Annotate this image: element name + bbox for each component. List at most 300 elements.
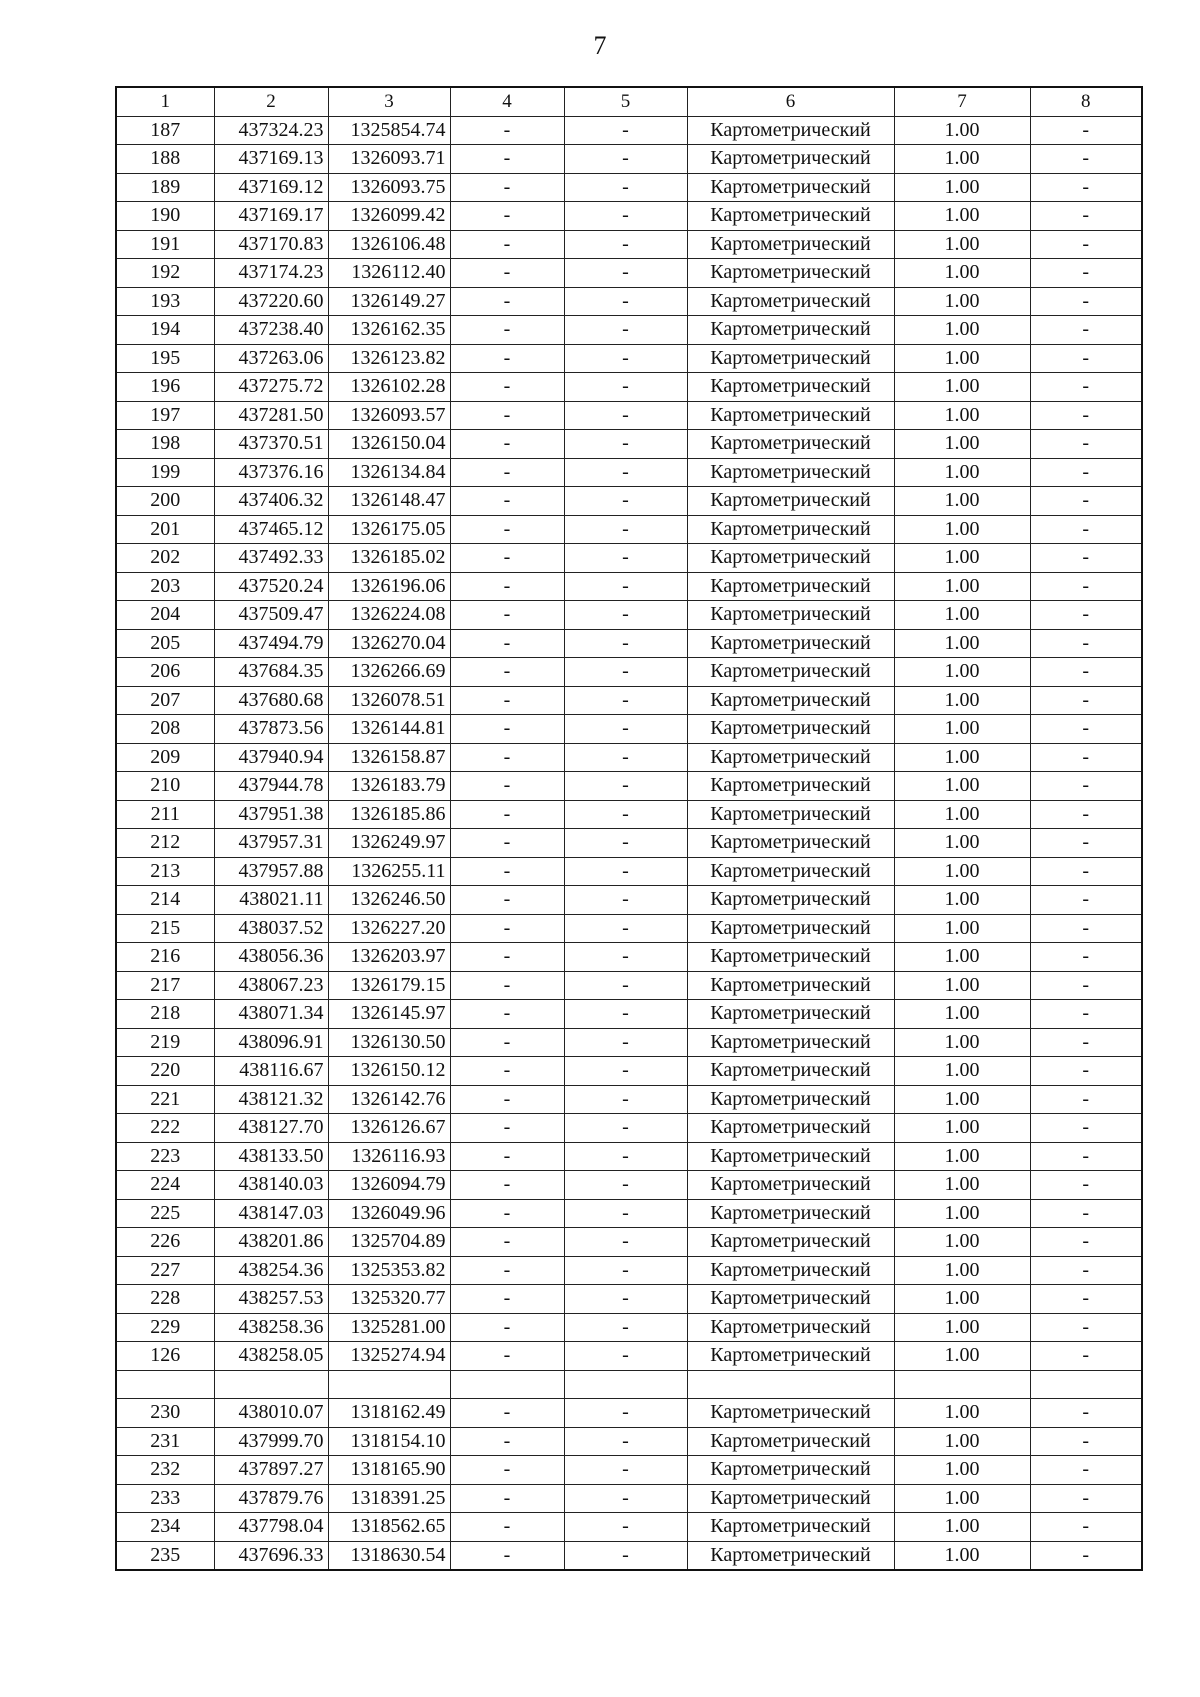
y-coordinate-cell: 1318562.65 bbox=[328, 1513, 450, 1542]
method-cell: Картометрический bbox=[687, 743, 894, 772]
col5-cell: - bbox=[564, 230, 687, 259]
col8-cell: - bbox=[1030, 1057, 1142, 1086]
point-number-cell: 235 bbox=[116, 1541, 214, 1570]
accuracy-cell: 1.00 bbox=[894, 829, 1030, 858]
col8-cell: - bbox=[1030, 202, 1142, 231]
col8-cell: - bbox=[1030, 116, 1142, 145]
col4-cell: - bbox=[450, 1085, 564, 1114]
col5-cell: - bbox=[564, 458, 687, 487]
col4-cell: - bbox=[450, 886, 564, 915]
col5-cell: - bbox=[564, 629, 687, 658]
y-coordinate-cell: 1325854.74 bbox=[328, 116, 450, 145]
table-row bbox=[116, 829, 1142, 858]
col5-cell: - bbox=[564, 943, 687, 972]
y-coordinate-cell: 1326094.79 bbox=[328, 1171, 450, 1200]
method-cell: Картометрический bbox=[687, 629, 894, 658]
column-header-4: 4 bbox=[450, 87, 564, 116]
x-coordinate-cell: 437238.40 bbox=[214, 316, 328, 345]
x-coordinate-cell: 438071.34 bbox=[214, 1000, 328, 1029]
col5-cell: - bbox=[564, 1256, 687, 1285]
method-cell: Картометрический bbox=[687, 1114, 894, 1143]
method-cell: Картометрический bbox=[687, 316, 894, 345]
col5-cell bbox=[564, 1370, 687, 1399]
table-row bbox=[116, 202, 1142, 231]
y-coordinate-cell: 1326224.08 bbox=[328, 601, 450, 630]
col5-cell: - bbox=[564, 202, 687, 231]
method-cell: Картометрический bbox=[687, 1285, 894, 1314]
y-coordinate-cell: 1318165.90 bbox=[328, 1456, 450, 1485]
table-row bbox=[116, 1399, 1142, 1428]
accuracy-cell: 1.00 bbox=[894, 287, 1030, 316]
col8-cell: - bbox=[1030, 401, 1142, 430]
col5-cell: - bbox=[564, 1342, 687, 1371]
col8-cell bbox=[1030, 1370, 1142, 1399]
col5-cell: - bbox=[564, 971, 687, 1000]
method-cell: Картометрический bbox=[687, 857, 894, 886]
point-number-cell: 233 bbox=[116, 1484, 214, 1513]
x-coordinate-cell bbox=[214, 1370, 328, 1399]
x-coordinate-cell: 438010.07 bbox=[214, 1399, 328, 1428]
accuracy-cell: 1.00 bbox=[894, 202, 1030, 231]
method-cell: Картометрический bbox=[687, 829, 894, 858]
point-number-cell: 223 bbox=[116, 1142, 214, 1171]
point-number-cell: 213 bbox=[116, 857, 214, 886]
col8-cell: - bbox=[1030, 1456, 1142, 1485]
column-header-5: 5 bbox=[564, 87, 687, 116]
col5-cell: - bbox=[564, 1114, 687, 1143]
col5-cell: - bbox=[564, 145, 687, 174]
method-cell: Картометрический bbox=[687, 1456, 894, 1485]
column-header-1: 1 bbox=[116, 87, 214, 116]
col4-cell: - bbox=[450, 316, 564, 345]
table-row bbox=[116, 1427, 1142, 1456]
x-coordinate-cell: 438140.03 bbox=[214, 1171, 328, 1200]
col8-cell: - bbox=[1030, 259, 1142, 288]
x-coordinate-cell: 437275.72 bbox=[214, 373, 328, 402]
col4-cell: - bbox=[450, 1228, 564, 1257]
y-coordinate-cell: 1326093.75 bbox=[328, 173, 450, 202]
col4-cell: - bbox=[450, 629, 564, 658]
method-cell: Картометрический bbox=[687, 1000, 894, 1029]
point-number-cell: 217 bbox=[116, 971, 214, 1000]
point-number-cell: 216 bbox=[116, 943, 214, 972]
col8-cell: - bbox=[1030, 1342, 1142, 1371]
col4-cell: - bbox=[450, 1285, 564, 1314]
column-header-8: 8 bbox=[1030, 87, 1142, 116]
col4-cell: - bbox=[450, 857, 564, 886]
col4-cell: - bbox=[450, 1313, 564, 1342]
point-number-cell: 221 bbox=[116, 1085, 214, 1114]
accuracy-cell: 1.00 bbox=[894, 173, 1030, 202]
x-coordinate-cell: 437492.33 bbox=[214, 544, 328, 573]
point-number-cell bbox=[116, 1370, 214, 1399]
column-header-3: 3 bbox=[328, 87, 450, 116]
col8-cell: - bbox=[1030, 230, 1142, 259]
col5-cell: - bbox=[564, 116, 687, 145]
y-coordinate-cell: 1325281.00 bbox=[328, 1313, 450, 1342]
point-number-cell: 208 bbox=[116, 715, 214, 744]
point-number-cell: 230 bbox=[116, 1399, 214, 1428]
y-coordinate-cell: 1326148.47 bbox=[328, 487, 450, 516]
col8-cell: - bbox=[1030, 344, 1142, 373]
table-row bbox=[116, 1342, 1142, 1371]
col8-cell: - bbox=[1030, 715, 1142, 744]
accuracy-cell: 1.00 bbox=[894, 487, 1030, 516]
table-row bbox=[116, 1456, 1142, 1485]
accuracy-cell: 1.00 bbox=[894, 230, 1030, 259]
method-cell: Картометрический bbox=[687, 772, 894, 801]
table-row bbox=[116, 857, 1142, 886]
col4-cell: - bbox=[450, 572, 564, 601]
accuracy-cell: 1.00 bbox=[894, 145, 1030, 174]
col5-cell: - bbox=[564, 800, 687, 829]
y-coordinate-cell: 1326102.28 bbox=[328, 373, 450, 402]
accuracy-cell: 1.00 bbox=[894, 658, 1030, 687]
col8-cell: - bbox=[1030, 686, 1142, 715]
accuracy-cell: 1.00 bbox=[894, 1000, 1030, 1029]
point-number-cell: 201 bbox=[116, 515, 214, 544]
table-row bbox=[116, 1085, 1142, 1114]
y-coordinate-cell: 1326150.04 bbox=[328, 430, 450, 459]
col4-cell: - bbox=[450, 1484, 564, 1513]
point-number-cell: 195 bbox=[116, 344, 214, 373]
y-coordinate-cell: 1326266.69 bbox=[328, 658, 450, 687]
col8-cell: - bbox=[1030, 1313, 1142, 1342]
y-coordinate-cell: 1326196.06 bbox=[328, 572, 450, 601]
x-coordinate-cell: 438258.05 bbox=[214, 1342, 328, 1371]
table-row bbox=[116, 173, 1142, 202]
col5-cell: - bbox=[564, 914, 687, 943]
point-number-cell: 227 bbox=[116, 1256, 214, 1285]
y-coordinate-cell: 1325320.77 bbox=[328, 1285, 450, 1314]
accuracy-cell: 1.00 bbox=[894, 1199, 1030, 1228]
column-header-2: 2 bbox=[214, 87, 328, 116]
accuracy-cell: 1.00 bbox=[894, 686, 1030, 715]
point-number-cell: 193 bbox=[116, 287, 214, 316]
point-number-cell: 187 bbox=[116, 116, 214, 145]
accuracy-cell: 1.00 bbox=[894, 344, 1030, 373]
x-coordinate-cell: 437879.76 bbox=[214, 1484, 328, 1513]
y-coordinate-cell: 1326093.57 bbox=[328, 401, 450, 430]
accuracy-cell: 1.00 bbox=[894, 629, 1030, 658]
table-row bbox=[116, 601, 1142, 630]
col8-cell: - bbox=[1030, 743, 1142, 772]
method-cell: Картометрический bbox=[687, 601, 894, 630]
accuracy-cell: 1.00 bbox=[894, 914, 1030, 943]
col4-cell: - bbox=[450, 116, 564, 145]
col4-cell: - bbox=[450, 601, 564, 630]
table-row bbox=[116, 401, 1142, 430]
col8-cell: - bbox=[1030, 1028, 1142, 1057]
table-row bbox=[116, 800, 1142, 829]
method-cell: Картометрический bbox=[687, 344, 894, 373]
col4-cell: - bbox=[450, 1057, 564, 1086]
method-cell: Картометрический bbox=[687, 1142, 894, 1171]
x-coordinate-cell: 438257.53 bbox=[214, 1285, 328, 1314]
point-number-cell: 222 bbox=[116, 1114, 214, 1143]
point-number-cell: 219 bbox=[116, 1028, 214, 1057]
method-cell: Картометрический bbox=[687, 715, 894, 744]
y-coordinate-cell: 1326144.81 bbox=[328, 715, 450, 744]
x-coordinate-cell: 437281.50 bbox=[214, 401, 328, 430]
col4-cell: - bbox=[450, 401, 564, 430]
col5-cell: - bbox=[564, 1028, 687, 1057]
col4-cell: - bbox=[450, 487, 564, 516]
y-coordinate-cell: 1326049.96 bbox=[328, 1199, 450, 1228]
accuracy-cell: 1.00 bbox=[894, 430, 1030, 459]
col5-cell: - bbox=[564, 316, 687, 345]
method-cell: Картометрический bbox=[687, 202, 894, 231]
table-row bbox=[116, 1370, 1142, 1399]
accuracy-cell: 1.00 bbox=[894, 259, 1030, 288]
method-cell: Картометрический bbox=[687, 430, 894, 459]
accuracy-cell: 1.00 bbox=[894, 116, 1030, 145]
col5-cell: - bbox=[564, 1085, 687, 1114]
col4-cell: - bbox=[450, 515, 564, 544]
y-coordinate-cell: 1326175.05 bbox=[328, 515, 450, 544]
col8-cell: - bbox=[1030, 515, 1142, 544]
point-number-cell: 194 bbox=[116, 316, 214, 345]
method-cell bbox=[687, 1370, 894, 1399]
x-coordinate-cell: 437684.35 bbox=[214, 658, 328, 687]
col4-cell: - bbox=[450, 1513, 564, 1542]
table-row bbox=[116, 572, 1142, 601]
accuracy-cell: 1.00 bbox=[894, 943, 1030, 972]
col8-cell: - bbox=[1030, 1256, 1142, 1285]
accuracy-cell: 1.00 bbox=[894, 515, 1030, 544]
table-row bbox=[116, 373, 1142, 402]
x-coordinate-cell: 437509.47 bbox=[214, 601, 328, 630]
accuracy-cell: 1.00 bbox=[894, 601, 1030, 630]
table-row bbox=[116, 287, 1142, 316]
col4-cell: - bbox=[450, 1342, 564, 1371]
col4-cell: - bbox=[450, 230, 564, 259]
x-coordinate-cell: 438147.03 bbox=[214, 1199, 328, 1228]
table-row bbox=[116, 116, 1142, 145]
col4-cell: - bbox=[450, 544, 564, 573]
y-coordinate-cell: 1326203.97 bbox=[328, 943, 450, 972]
method-cell: Картометрический bbox=[687, 116, 894, 145]
col8-cell: - bbox=[1030, 772, 1142, 801]
table-row bbox=[116, 1057, 1142, 1086]
point-number-cell: 200 bbox=[116, 487, 214, 516]
col4-cell: - bbox=[450, 458, 564, 487]
col4-cell: - bbox=[450, 1456, 564, 1485]
point-number-cell: 206 bbox=[116, 658, 214, 687]
table-row bbox=[116, 772, 1142, 801]
y-coordinate-cell: 1326183.79 bbox=[328, 772, 450, 801]
point-number-cell: 196 bbox=[116, 373, 214, 402]
y-coordinate-cell: 1326116.93 bbox=[328, 1142, 450, 1171]
y-coordinate-cell: 1326270.04 bbox=[328, 629, 450, 658]
y-coordinate-cell: 1326185.86 bbox=[328, 800, 450, 829]
point-number-cell: 231 bbox=[116, 1427, 214, 1456]
accuracy-cell: 1.00 bbox=[894, 1513, 1030, 1542]
x-coordinate-cell: 437170.83 bbox=[214, 230, 328, 259]
col8-cell: - bbox=[1030, 145, 1142, 174]
accuracy-cell: 1.00 bbox=[894, 1399, 1030, 1428]
col5-cell: - bbox=[564, 173, 687, 202]
col5-cell: - bbox=[564, 743, 687, 772]
col4-cell: - bbox=[450, 145, 564, 174]
y-coordinate-cell: 1326093.71 bbox=[328, 145, 450, 174]
x-coordinate-cell: 437940.94 bbox=[214, 743, 328, 772]
table-header-row bbox=[116, 87, 1142, 116]
y-coordinate-cell: 1318154.10 bbox=[328, 1427, 450, 1456]
x-coordinate-cell: 438258.36 bbox=[214, 1313, 328, 1342]
y-coordinate-cell: 1326106.48 bbox=[328, 230, 450, 259]
col5-cell: - bbox=[564, 1541, 687, 1570]
method-cell: Картометрический bbox=[687, 1228, 894, 1257]
x-coordinate-cell: 437944.78 bbox=[214, 772, 328, 801]
col8-cell: - bbox=[1030, 287, 1142, 316]
x-coordinate-cell: 437957.31 bbox=[214, 829, 328, 858]
col4-cell: - bbox=[450, 800, 564, 829]
col5-cell: - bbox=[564, 1199, 687, 1228]
accuracy-cell: 1.00 bbox=[894, 1541, 1030, 1570]
accuracy-cell: 1.00 bbox=[894, 1085, 1030, 1114]
col4-cell: - bbox=[450, 686, 564, 715]
method-cell: Картометрический bbox=[687, 145, 894, 174]
col5-cell: - bbox=[564, 1313, 687, 1342]
accuracy-cell: 1.00 bbox=[894, 1171, 1030, 1200]
point-number-cell: 225 bbox=[116, 1199, 214, 1228]
col4-cell: - bbox=[450, 259, 564, 288]
point-number-cell: 224 bbox=[116, 1171, 214, 1200]
method-cell: Картометрический bbox=[687, 1513, 894, 1542]
col8-cell: - bbox=[1030, 1285, 1142, 1314]
y-coordinate-cell: 1326145.97 bbox=[328, 1000, 450, 1029]
x-coordinate-cell: 437999.70 bbox=[214, 1427, 328, 1456]
col4-cell: - bbox=[450, 1199, 564, 1228]
table-row bbox=[116, 1171, 1142, 1200]
col5-cell: - bbox=[564, 1399, 687, 1428]
x-coordinate-cell: 437406.32 bbox=[214, 487, 328, 516]
accuracy-cell: 1.00 bbox=[894, 886, 1030, 915]
table-row bbox=[116, 145, 1142, 174]
col8-cell: - bbox=[1030, 487, 1142, 516]
y-coordinate-cell bbox=[328, 1370, 450, 1399]
table-row bbox=[116, 629, 1142, 658]
accuracy-cell: 1.00 bbox=[894, 1228, 1030, 1257]
x-coordinate-cell: 438116.67 bbox=[214, 1057, 328, 1086]
point-number-cell: 234 bbox=[116, 1513, 214, 1542]
col5-cell: - bbox=[564, 259, 687, 288]
col4-cell: - bbox=[450, 1541, 564, 1570]
table-row bbox=[116, 1313, 1142, 1342]
col4-cell: - bbox=[450, 1399, 564, 1428]
y-coordinate-cell: 1326246.50 bbox=[328, 886, 450, 915]
col5-cell: - bbox=[564, 658, 687, 687]
col5-cell: - bbox=[564, 772, 687, 801]
x-coordinate-cell: 438127.70 bbox=[214, 1114, 328, 1143]
col4-cell: - bbox=[450, 658, 564, 687]
col4-cell: - bbox=[450, 914, 564, 943]
table-row bbox=[116, 1142, 1142, 1171]
method-cell: Картометрический bbox=[687, 1085, 894, 1114]
col8-cell: - bbox=[1030, 1114, 1142, 1143]
y-coordinate-cell: 1326123.82 bbox=[328, 344, 450, 373]
table-row bbox=[116, 715, 1142, 744]
col8-cell: - bbox=[1030, 1228, 1142, 1257]
col5-cell: - bbox=[564, 487, 687, 516]
x-coordinate-cell: 438056.36 bbox=[214, 943, 328, 972]
col4-cell: - bbox=[450, 772, 564, 801]
y-coordinate-cell: 1326185.02 bbox=[328, 544, 450, 573]
x-coordinate-cell: 437324.23 bbox=[214, 116, 328, 145]
col5-cell: - bbox=[564, 344, 687, 373]
x-coordinate-cell: 437169.13 bbox=[214, 145, 328, 174]
point-number-cell: 226 bbox=[116, 1228, 214, 1257]
x-coordinate-cell: 437696.33 bbox=[214, 1541, 328, 1570]
method-cell: Картометрический bbox=[687, 914, 894, 943]
col5-cell: - bbox=[564, 1171, 687, 1200]
point-number-cell: 188 bbox=[116, 145, 214, 174]
col4-cell: - bbox=[450, 344, 564, 373]
x-coordinate-cell: 438096.91 bbox=[214, 1028, 328, 1057]
y-coordinate-cell: 1325353.82 bbox=[328, 1256, 450, 1285]
col8-cell: - bbox=[1030, 629, 1142, 658]
method-cell: Картометрический bbox=[687, 943, 894, 972]
col4-cell: - bbox=[450, 943, 564, 972]
method-cell: Картометрический bbox=[687, 230, 894, 259]
table-body bbox=[116, 116, 1142, 1570]
col5-cell: - bbox=[564, 373, 687, 402]
col5-cell: - bbox=[564, 572, 687, 601]
col4-cell: - bbox=[450, 287, 564, 316]
table-row bbox=[116, 1285, 1142, 1314]
y-coordinate-cell: 1326099.42 bbox=[328, 202, 450, 231]
method-cell: Картометрический bbox=[687, 686, 894, 715]
page-number: 7 bbox=[593, 31, 607, 60]
col8-cell: - bbox=[1030, 1399, 1142, 1428]
x-coordinate-cell: 437494.79 bbox=[214, 629, 328, 658]
table-row bbox=[116, 1114, 1142, 1143]
x-coordinate-cell: 437873.56 bbox=[214, 715, 328, 744]
method-cell: Картометрический bbox=[687, 572, 894, 601]
point-number-cell: 218 bbox=[116, 1000, 214, 1029]
col8-cell: - bbox=[1030, 1085, 1142, 1114]
y-coordinate-cell: 1326255.11 bbox=[328, 857, 450, 886]
accuracy-cell: 1.00 bbox=[894, 800, 1030, 829]
col5-cell: - bbox=[564, 1456, 687, 1485]
col4-cell: - bbox=[450, 1256, 564, 1285]
x-coordinate-cell: 437520.24 bbox=[214, 572, 328, 601]
method-cell: Картометрический bbox=[687, 1256, 894, 1285]
accuracy-cell: 1.00 bbox=[894, 401, 1030, 430]
x-coordinate-cell: 438121.32 bbox=[214, 1085, 328, 1114]
y-coordinate-cell: 1326179.15 bbox=[328, 971, 450, 1000]
accuracy-cell: 1.00 bbox=[894, 1342, 1030, 1371]
point-number-cell: 203 bbox=[116, 572, 214, 601]
method-cell: Картометрический bbox=[687, 1484, 894, 1513]
col8-cell: - bbox=[1030, 829, 1142, 858]
table-row bbox=[116, 487, 1142, 516]
col4-cell: - bbox=[450, 1028, 564, 1057]
col4-cell: - bbox=[450, 373, 564, 402]
accuracy-cell: 1.00 bbox=[894, 1114, 1030, 1143]
col5-cell: - bbox=[564, 886, 687, 915]
accuracy-cell bbox=[894, 1370, 1030, 1399]
x-coordinate-cell: 438254.36 bbox=[214, 1256, 328, 1285]
method-cell: Картометрический bbox=[687, 458, 894, 487]
col4-cell: - bbox=[450, 1427, 564, 1456]
col5-cell: - bbox=[564, 1057, 687, 1086]
table-row bbox=[116, 943, 1142, 972]
col8-cell: - bbox=[1030, 857, 1142, 886]
col8-cell: - bbox=[1030, 1427, 1142, 1456]
y-coordinate-cell: 1326130.50 bbox=[328, 1028, 450, 1057]
